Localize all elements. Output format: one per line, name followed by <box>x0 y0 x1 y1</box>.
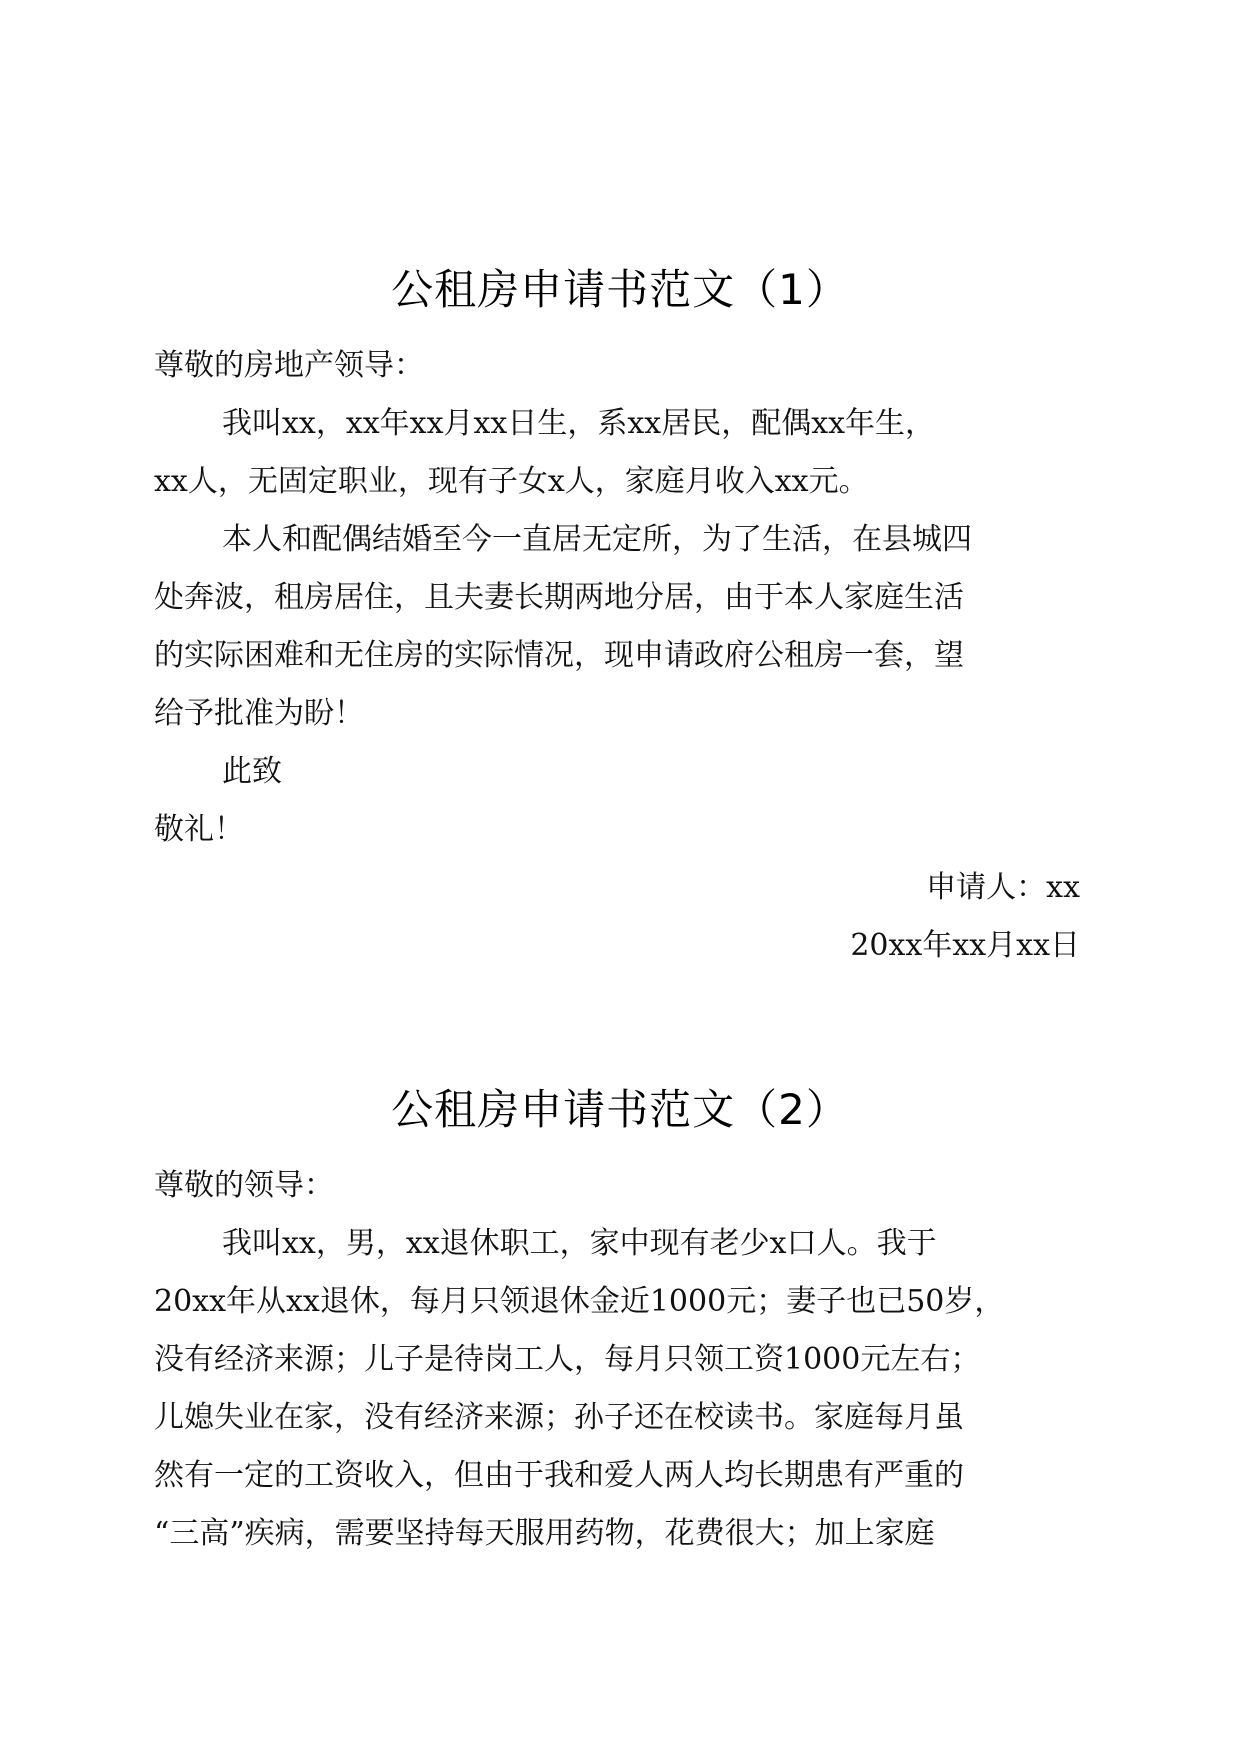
letter1-closing-ci-zhi: 此致 <box>222 754 282 789</box>
letter2-paragraph1-line1: 我叫xx，男，xx退休职工，家中现有老少x口人。我于 <box>222 1226 937 1261</box>
letter2-paragraph1-line2: 20xx年从xx退休，每月只领退休金近1000元；妻子也已50岁， <box>154 1284 1005 1319</box>
letter1-salutation: 尊敬的房地产领导： <box>154 348 424 383</box>
letter2-paragraph1-line5: 然有一定的工资收入，但由于我和爱人两人均长期患有严重的 <box>154 1458 964 1493</box>
letter2-salutation: 尊敬的领导： <box>154 1168 334 1203</box>
letter1-paragraph2-line3: 的实际困难和无住房的实际情况，现申请政府公租房一套，望 <box>154 638 964 673</box>
letter1-title: 公租房申请书范文（1） <box>391 265 849 314</box>
letter1-paragraph1-line2: xx人，无固定职业，现有子女x人，家庭月收入xx元。 <box>154 464 869 499</box>
letter2-title: 公租房申请书范文（2） <box>391 1085 849 1134</box>
letter1-paragraph2-line2: 处奔波，租房居住，且夫妻长期两地分居，由于本人家庭生活 <box>154 580 964 615</box>
letter1-date: 20xx年xx月xx日 <box>850 928 1080 963</box>
letter2-paragraph1-line6: “三高”疾病，需要坚持每天服用药物，花费很大；加上家庭 <box>154 1516 935 1551</box>
letter1-paragraph2-line4: 给予批准为盼！ <box>154 696 364 731</box>
letter2-paragraph1-line3: 没有经济来源；儿子是待岗工人，每月只领工资1000元左右； <box>154 1342 981 1377</box>
letter1-paragraph2-line1: 本人和配偶结婚至今一直居无定所，为了生活，在县城四 <box>222 522 972 557</box>
letter1-paragraph1-line1: 我叫xx，xx年xx月xx日生，系xx居民，配偶xx年生， <box>222 406 936 441</box>
letter1-closing-jing-li: 敬礼！ <box>154 812 244 847</box>
letter1-applicant: 申请人：xx <box>926 870 1080 905</box>
letter2-paragraph1-line4: 儿媳失业在家，没有经济来源；孙子还在校读书。家庭每月虽 <box>154 1400 964 1435</box>
